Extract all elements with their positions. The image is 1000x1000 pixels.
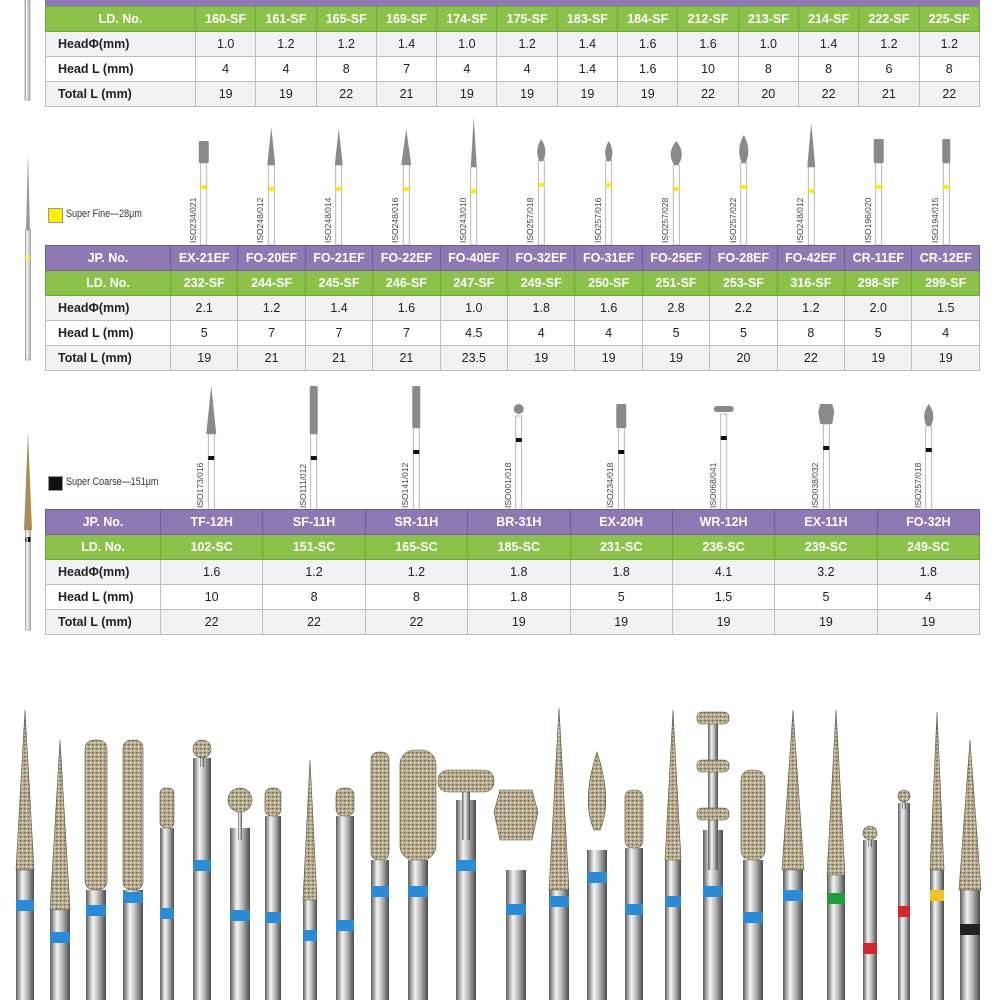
cell: 174-SF [437,7,497,32]
cell: 4 [575,321,642,346]
cell: 184-SF [618,7,678,32]
bur-icon [671,141,682,245]
cell: 19 [618,82,678,107]
cell: 8 [919,57,979,82]
cell: 5 [642,321,709,346]
cell: 10 [161,585,263,610]
head-length-row [46,321,980,346]
cell: EX-20H [570,510,672,535]
cell: 1.0 [196,32,256,57]
section3-spec-table [45,509,980,635]
cell: 5 [570,585,672,610]
bur-icon [616,404,626,510]
bur-icon [739,135,748,245]
row-label: LD. No. [46,535,161,560]
photo-bur [587,752,607,1000]
iso-code-label: ISO194/015 [930,197,941,243]
sample-bur-section1 [14,0,44,105]
photo-bur [959,740,981,1000]
head-diameter-row [46,560,980,585]
cell: 8 [738,57,798,82]
cell: 19 [845,346,912,371]
cell: FO-40EF [440,246,507,271]
row-label: LD. No. [46,7,196,32]
iso-code-label: ISO001/018 [502,462,513,508]
cell: 22 [798,82,858,107]
iso-code-label: ISO068/041 [707,462,718,508]
cell: 19 [642,346,709,371]
cell: 19 [497,82,557,107]
row-label: Total L (mm) [46,346,171,371]
cell: 2.2 [710,296,777,321]
cell: 232-SF [171,271,238,296]
cell: 19 [912,346,980,371]
bur-icon [818,404,834,510]
cell: 1.6 [678,32,738,57]
cell: 19 [570,610,672,635]
photo-bur [16,710,34,1000]
cell: 19 [171,346,238,371]
cell: 244-SF [238,271,305,296]
cell: 245-SF [305,271,372,296]
bur-icon [335,129,343,245]
bur-icon [942,139,950,245]
cell: 22 [263,610,365,635]
cell: 4 [508,321,575,346]
cell: 183-SF [557,7,617,32]
cell: 22 [161,610,263,635]
cell: 151-SC [263,535,365,560]
photo-bur [371,752,389,1000]
head-length-row [46,57,980,82]
row-label: LD. No. [46,271,171,296]
grit-color-swatch [48,208,63,223]
cell: 299-SF [912,271,980,296]
cell: 19 [256,82,316,107]
cell: 4.5 [440,321,507,346]
cell: 19 [468,610,570,635]
iso-code-label: ISO173/016 [195,462,206,508]
cell: TF-12H [161,510,263,535]
cell: FO-42EF [777,246,844,271]
row-label: Total L (mm) [46,82,196,107]
cell: 247-SF [440,271,507,296]
iso-code-label: ISO234/021 [187,197,198,243]
cell: 5 [171,321,238,346]
jp-number-row [46,510,980,535]
photo-bur [827,710,845,1000]
cell: SR-11H [365,510,467,535]
total-length-row [46,610,980,635]
cell: 222-SF [859,7,919,32]
bur-icon [605,141,612,245]
cell: 7 [238,321,305,346]
head-diameter-row [46,32,980,57]
cell: 185-SC [468,535,570,560]
cell: 19 [437,82,497,107]
photo-bur [625,790,643,1000]
total-length-row [46,346,980,371]
cell: 20 [710,346,777,371]
bur-icon [924,404,933,510]
iso-code-label: ISO248/014 [322,197,333,243]
cell: 251-SF [642,271,709,296]
iso-code-label: ISO248/012 [795,197,806,243]
photo-bur [123,740,143,1000]
bur-icon [401,129,411,245]
cell: FO-22EF [373,246,440,271]
cell: 161-SF [256,7,316,32]
cell: 5 [710,321,777,346]
cell: 1.2 [365,560,467,585]
cell: 4 [497,57,557,82]
cell: 21 [376,82,436,107]
cell: 2.8 [642,296,709,321]
cell: 1.8 [508,296,575,321]
iso-code-label: ISO257/028 [660,197,671,243]
row-label: HeadΦ(mm) [46,32,196,57]
row-label: JP. No. [46,510,161,535]
iso-code-label: ISO257/018 [912,462,923,508]
cell: 1.5 [672,585,774,610]
cell: FO-20EF [238,246,305,271]
cell: 175-SF [497,7,557,32]
photo-bur [85,740,107,1000]
sample-bur-section2 [14,150,44,370]
cell: 239-SC [775,535,877,560]
iso-code-label: ISO234/018 [605,462,616,508]
cell: FO-32EF [508,246,575,271]
cell: 4 [437,57,497,82]
row-label: Head L (mm) [46,57,196,82]
row-label: JP. No. [46,246,171,271]
cell: EX-11H [775,510,877,535]
cell: 7 [373,321,440,346]
cell: 4 [877,585,979,610]
cell: 1.4 [376,32,436,57]
row-label: Head L (mm) [46,321,171,346]
cell: 22 [777,346,844,371]
cell: 22 [365,610,467,635]
bur-icon [807,123,815,245]
cell: WR-12H [672,510,774,535]
cell: 213-SF [738,7,798,32]
cell: 22 [919,82,979,107]
photo-bur [438,770,494,1000]
grit-label: Super Coarse—151μm [66,476,159,488]
photo-bur [303,760,317,1000]
cell: 7 [376,57,436,82]
photo-bur [697,712,729,1000]
cell: FO-21EF [305,246,372,271]
cell: 5 [845,321,912,346]
bur-icon [199,141,209,245]
bur-icon [471,117,477,245]
photo-bur [741,770,765,1000]
bur-assortment-photo [0,700,1000,1000]
cell: 316-SF [777,271,844,296]
cell: 2.0 [845,296,912,321]
sample-bur-section3 [14,430,44,635]
cell: 160-SF [196,7,256,32]
cell: 212-SF [678,7,738,32]
cell: 4 [196,57,256,82]
grit-color-swatch [48,476,63,491]
cell: 165-SF [316,7,376,32]
ld-number-row [46,535,980,560]
cell: 1.2 [238,296,305,321]
cell: CR-12EF [912,246,980,271]
cell: 1.4 [557,57,617,82]
cell: 4.1 [672,560,774,585]
cell: 1.0 [440,296,507,321]
cell: 19 [508,346,575,371]
bur-icon [310,386,318,510]
cell: 1.8 [468,585,570,610]
cell: 1.0 [437,32,497,57]
iso-code-label: ISO257/018 [525,197,536,243]
cell: 19 [877,610,979,635]
iso-code-label: ISO243/010 [457,197,468,243]
cell: 8 [263,585,365,610]
cell: SF-11H [263,510,365,535]
cell: 169-SF [376,7,436,32]
cell: 250-SF [575,271,642,296]
photo-bur [265,788,281,1000]
cell: CR-11EF [845,246,912,271]
head-length-row [46,585,980,610]
photo-bur [50,740,70,1000]
cell: 4 [256,57,316,82]
cell: 21 [238,346,305,371]
iso-code-label: ISO248/016 [390,197,401,243]
cell: 249-SF [508,271,575,296]
cell: 231-SC [570,535,672,560]
bur-icon [267,127,275,245]
cell: 1.8 [877,560,979,585]
section3-bur-illustrations [170,382,980,510]
grit-label: Super Fine—28μm [66,208,142,220]
cell: 1.6 [161,560,263,585]
total-length-row [46,82,980,107]
ld-number-row [46,7,980,32]
cell: 7 [305,321,372,346]
row-label: Total L (mm) [46,610,161,635]
cell: 2.1 [171,296,238,321]
cell: 246-SF [373,271,440,296]
head-diameter-row [46,296,980,321]
cell: 1.2 [263,560,365,585]
cell: 1.0 [738,32,798,57]
row-label: HeadΦ(mm) [46,296,171,321]
iso-code-label: ISO141/012 [400,462,411,508]
iso-code-label: ISO038/032 [810,462,821,508]
cell: 1.8 [468,560,570,585]
cell: 22 [678,82,738,107]
cell: FO-32H [877,510,979,535]
cell: 298-SF [845,271,912,296]
cell: 5 [775,585,877,610]
cell: 1.8 [570,560,672,585]
cell: 10 [678,57,738,82]
cell: 22 [316,82,376,107]
photo-bur [494,790,538,1000]
cell: 253-SF [710,271,777,296]
photo-bur [665,710,681,1000]
photo-bur [930,712,944,1000]
cell: 20 [738,82,798,107]
iso-code-label: ISO111/012 [297,463,308,508]
section2-spec-table [45,245,980,371]
cell: BR-31H [468,510,570,535]
row-label: Head L (mm) [46,585,161,610]
cell: 1.6 [618,32,678,57]
bur-icon [412,386,420,510]
iso-code-label: ISO257/016 [592,197,603,243]
cell: 1.2 [497,32,557,57]
cell: 1.4 [557,32,617,57]
cell: FO-25EF [642,246,709,271]
cell: 1.6 [618,57,678,82]
cell: 21 [859,82,919,107]
cell: 21 [373,346,440,371]
bur-icon [206,386,216,510]
cell: 249-SC [877,535,979,560]
iso-code-label: ISO257/022 [727,197,738,243]
cell: 1.4 [798,32,858,57]
cell: 8 [798,57,858,82]
cell: 1.4 [305,296,372,321]
photo-bur [193,740,211,1000]
cell: 8 [365,585,467,610]
iso-code-label: ISO196/020 [862,197,873,243]
cell: 1.5 [912,296,980,321]
bur-icon [537,139,545,245]
cell: 4 [912,321,980,346]
photo-bur [400,750,436,1000]
cell: 19 [557,82,617,107]
cell: 1.2 [316,32,376,57]
cell: 225-SF [919,7,979,32]
jp-number-row [46,246,980,271]
cell: 1.2 [777,296,844,321]
bur-icon [514,404,524,510]
cell: FO-28EF [710,246,777,271]
cell: 19 [775,610,877,635]
section1-spec-table [45,6,980,107]
cell: 8 [777,321,844,346]
cell: 21 [305,346,372,371]
ld-number-row [46,271,980,296]
cell: 19 [196,82,256,107]
photo-bur [863,826,877,1000]
cell: FO-31EF [575,246,642,271]
cell: 23.5 [440,346,507,371]
cell: 6 [859,57,919,82]
photo-bur [898,790,910,1000]
photo-bur [549,708,569,1000]
photo-bur [228,788,252,1000]
cell: 214-SF [798,7,858,32]
cell: 3.2 [775,560,877,585]
row-label: HeadΦ(mm) [46,560,161,585]
photo-bur [336,788,354,1000]
cell: 165-SC [365,535,467,560]
cell: EX-21EF [171,246,238,271]
cell: 1.2 [859,32,919,57]
cell: 236-SC [672,535,774,560]
iso-code-label: ISO248/012 [255,197,266,243]
photo-bur [160,788,174,1000]
cell: 19 [575,346,642,371]
photo-bur [782,710,804,1000]
cell: 1.2 [919,32,979,57]
cell: 1.6 [575,296,642,321]
cell: 8 [316,57,376,82]
cell: 1.2 [256,32,316,57]
bur-icon [874,139,884,245]
cell: 102-SC [161,535,263,560]
cell: 19 [672,610,774,635]
cell: 1.6 [373,296,440,321]
